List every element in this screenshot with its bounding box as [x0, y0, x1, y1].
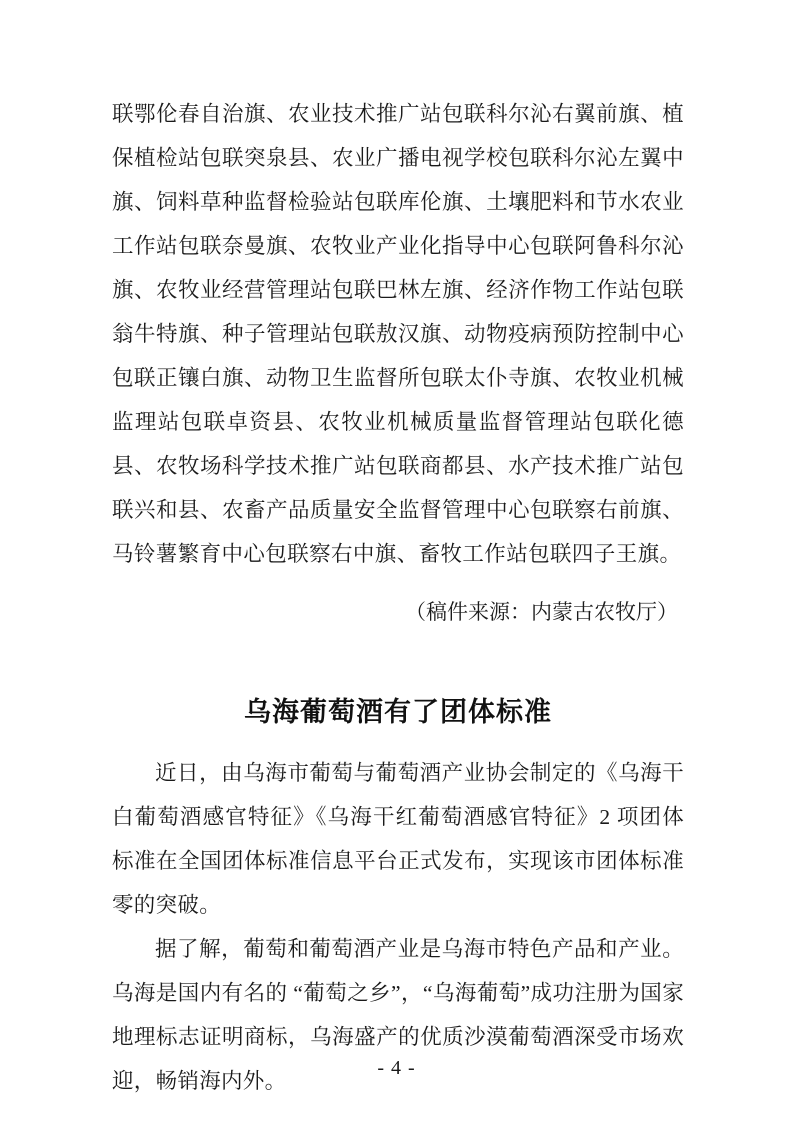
page-number: - 4 -: [377, 1057, 416, 1079]
section-paragraph-2: 据了解，葡萄和葡萄酒产业是乌海市特色产品和产业。乌海是国内有名的 “葡萄之乡”，“乌海葡萄”成功注册为国家地理标志证明商标，乌海盛产的优质沙漠葡萄酒深受市场欢迎，畅销海内外。: [112, 937, 684, 1093]
paragraph-continued-list: 联鄂伦春自治旗、农业技术推广站包联科尔沁右翼前旗、植保植检站包联突泉县、农业广播电视学校包联科尔沁左翼中旗、饲料草种监督检验站包联库伦旗、土壤肥料和节水农业工作站包联奈曼旗、农牧业产业化指导中心包联阿鲁科尔沁旗、农牧业经营管理站包联巴林左旗、经济作物工作站包联翁牛特旗、种子管理站包联敖汉旗、动物疫病预防控制中心包联正镶白旗、动物卫生监督所包联太仆寺旗、农牧业机械监理站包联卓资县、农牧业机械质量监督管理站包联化德县、农牧场科学技术推广站包联商都县、水产技术推广站包联兴和县、农畜产品质量安全监督管理中心包联察右前旗、马铃薯繁育中心包联察右中旗、畜牧工作站包联四子王旗。: [112, 102, 684, 566]
section-paragraph-1: 近日，由乌海市葡萄与葡萄酒产业协会制定的《乌海干白葡萄酒感官特征》《乌海干红葡萄酒感官特征》2 项团体标准在全国团体标准信息平台正式发布，实现该市团体标准零的突破。: [112, 761, 684, 917]
source-note: （稿件来源：内蒙古农牧厅）: [405, 600, 678, 624]
section-title: 乌海葡萄酒有了团体标准: [244, 697, 552, 727]
page-content: [112, 92, 684, 1103]
